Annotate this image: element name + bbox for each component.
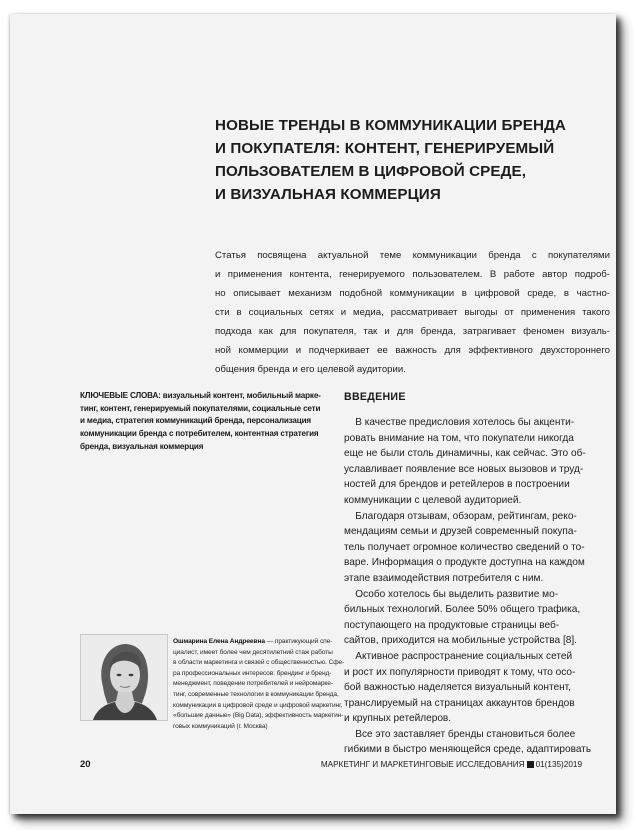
title-line: И ВИЗУАЛЬНАЯ КОММЕРЦИЯ [215,186,441,203]
bio-text: — практикующий спе- [264,638,333,645]
body-text [344,415,610,758]
journal-name: МАРКЕТИНГ И МАРКЕТИНГОВЫЕ ИССЛЕДОВАНИЯ [320,760,525,769]
abstract-line: и применения контента, генерируемого пользователем. В работе автор подроб- [215,269,610,280]
body-line: этапе взаимодействия потребителя с ним. [344,572,544,584]
section-heading: ВВЕДЕНИЕ [344,391,406,403]
author-portrait-icon [81,635,167,720]
bio-line: тинг, современные технологии в коммуникации бренда, [173,690,339,698]
bio-line [173,637,333,648]
body-line: гибкими в быстро меняющейся среде, адаптировать [344,744,592,756]
body-line: транслируемый на страницах аккаунтов брендов [344,697,575,709]
bio-line: в области маркетинга и связей с общественностью. Сфе- [173,659,345,667]
body-line: Все это заставляет бренды становиться более [344,728,576,740]
body-line: поступающего на продуктовые страницы веб- [344,619,560,631]
bio-line: коммуникации в цифровой среде и цифровой маркетинг, [173,701,343,709]
abstract-line: Статья посвящена актуальной теме коммуникации бренда с покупателями [215,250,610,261]
body-line: тель получает огромное количество сведений о то- [344,541,585,553]
keywords-line: бренда, визуальная коммерция [80,441,204,451]
title-line: И ПОКУПАТЕЛЯ: КОНТЕНТ, ГЕНЕРИРУЕМЫЙ [215,140,555,157]
article-abstract [215,246,610,379]
body-line: Активное распространение социальных сетей [344,650,573,662]
body-line: сайтов, приходится на мобильные устройства [8]. [344,635,577,647]
body-line: бильных технологий. Более 50% общего трафика, [344,604,581,616]
abstract-line: подхода как для покупателя, так и для бренда, затрагивает феномен визуаль- [215,326,610,337]
abstract-line: сти в социальных сетях и медиа, рассматривает выгоды от применения такого [215,307,610,318]
abstract-line: но описывает механизм подобной коммуникации в цифровой среде, в частно- [215,288,610,299]
keywords-line: тинг, контент, генерируемый покупателями, социальные сети [80,403,321,413]
square-bullet-icon [527,761,534,768]
body-line: ровать внимание на том, что покупатели никогда [344,432,574,444]
journal-page [10,14,616,814]
journal-footer [321,760,582,769]
body-line: бой важностью наделяется визуальный контент, [344,682,571,694]
page-number: 20 [80,759,91,770]
article-title [215,114,605,206]
bio-line: говых коммуникаций (г. Москва) [173,722,268,730]
abstract-line: ной коммерции и подчеркивает ее важность для эффективного двухстороннего [215,345,610,356]
body-line: и рост их популярности приводят к тому, что осо- [344,666,576,678]
keywords-line: КЛЮЧЕВЫЕ СЛОВА: визуальный контент, мобильный марке- [80,391,321,400]
journal-issue: 01(135)2019 [535,760,582,769]
keywords-line: коммуникации бренда с потребителем, контентная стратегия [80,429,319,439]
bio-line: циалист, имеет более чем десятилетний стаж работы [173,648,333,656]
title-line: НОВЫЕ ТРЕНДЫ В КОММУНИКАЦИИ БРЕНДА [215,117,566,134]
keywords-block [80,390,342,454]
author-bio [173,637,345,732]
author-name: Ошмарина Елена Андреевна [173,638,265,645]
bio-line: ра профессиональных интересов: брендинг и бренд- [173,669,332,677]
body-line: В качестве предисловия хотелось бы акценти- [344,417,575,428]
bio-line: «большие данные» (Big Data), эффективность маркетин- [173,712,344,720]
body-line: мендациям семьи и друзей современный покупа- [344,526,577,538]
body-line: варе. Информация о продукте доступна на каждом [344,557,585,569]
body-line: уславливает появление все новых вызовов и труд- [344,463,584,475]
abstract-line: общения бренда и его целевой аудитории. [215,364,406,375]
body-line: еще не были столь динамичны, как сейчас. Это об- [344,448,586,460]
keywords-line: и медиа, стратегия коммуникаций бренда, персонализация [80,416,312,426]
body-line: и крупных ретейлеров. [344,713,452,725]
body-line: ностей для брендов и ретейлеров в построении [344,479,570,491]
body-line: Особо хотелось бы выделить развитие мо- [344,588,559,600]
body-line: Благодаря отзывам, обзорам, рейтингам, реко- [344,510,577,522]
author-photo [80,634,168,721]
body-line: коммуникации с целевой аудиторией. [344,494,522,506]
bio-line: менеджмент, поведение потребителей и нейромарке- [173,680,333,688]
title-line: ПОЛЬЗОВАТЕЛЕМ В ЦИФРОВОЙ СРЕДЕ, [215,163,527,180]
